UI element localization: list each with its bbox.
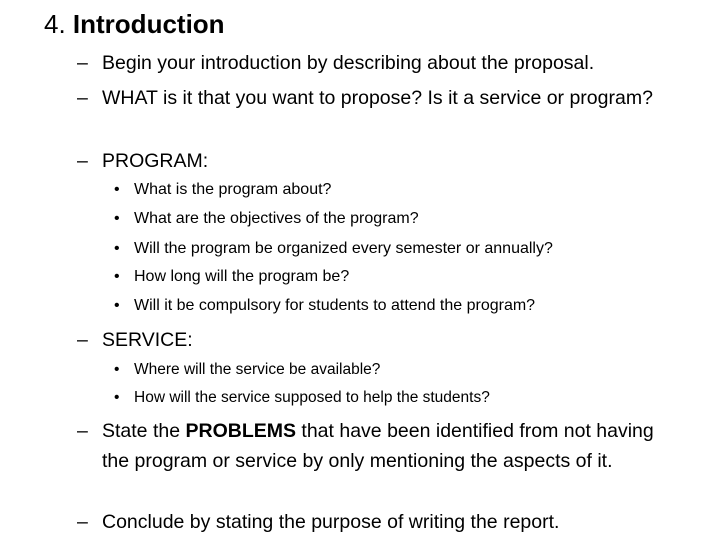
dash-item-state: [102, 417, 662, 476]
slide-title: [44, 8, 225, 40]
program-bullet: • How long will the program be?: [134, 267, 694, 287]
dash-item-program: [102, 147, 702, 177]
program-label: PROGRAM: [102, 150, 203, 172]
program-bullet: • Will it be compulsory for students to attend the program?: [134, 296, 694, 316]
dash-item-conclude: – Conclude by stating the purpose of writing the report.: [102, 508, 702, 538]
dash-item-begin: – Begin your introduction by describing about the proposal.: [102, 49, 702, 79]
program-bullet: • What is the program about?: [134, 180, 694, 200]
state-prefix: State the: [102, 420, 186, 442]
program-bullet: • What are the objectives of the program?: [134, 209, 694, 229]
program-colon: :: [202, 150, 209, 172]
service-bullet: • Where will the service be available?: [134, 360, 694, 380]
program-bullet: • Will the program be organized every semester or annually?: [134, 239, 694, 259]
dash-item-what: – WHAT is it that you want to propose? Is it a service or program?: [102, 84, 702, 114]
state-bold: PROBLEMS: [185, 420, 296, 442]
state-suffix: that have been identified from not having the program or service by only mentioning the aspects of it.: [102, 420, 654, 472]
title-text: Introduction: [72, 9, 225, 39]
dash-item-service: – SERVICE:: [102, 326, 702, 356]
service-bullet: • How will the service supposed to help the students?: [134, 388, 694, 408]
title-number: 4.: [44, 9, 66, 39]
